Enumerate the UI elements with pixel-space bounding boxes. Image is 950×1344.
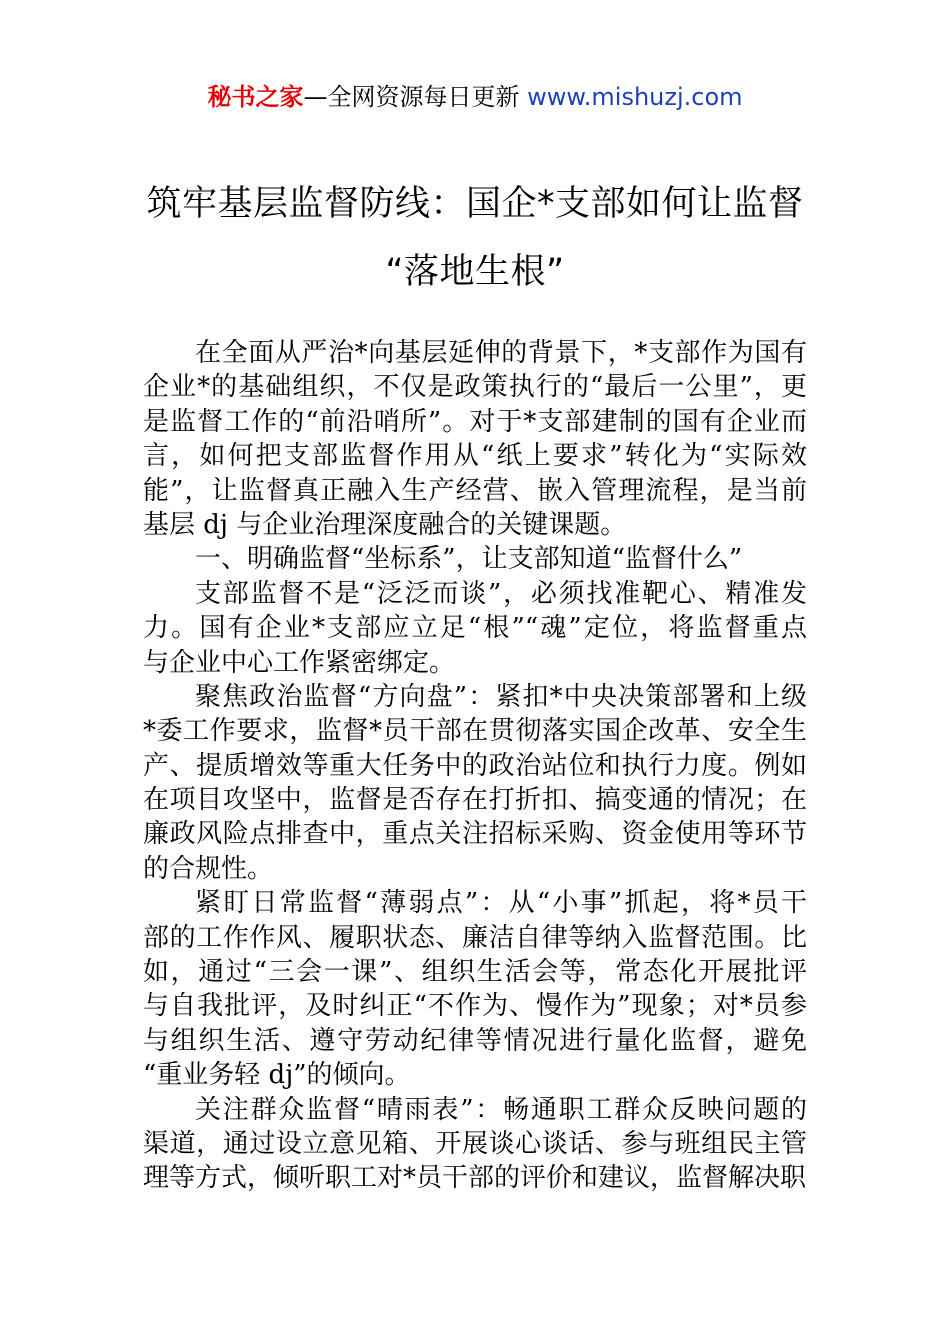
- paragraph-line: 在全面从严治*向基层延伸的背景下，*支部作为国有: [195, 338, 807, 368]
- paragraph-line: 渠道，通过设立意见箱、开展谈心谈话、参与班组民主管: [143, 1128, 807, 1159]
- paragraph-line: 的合规性。: [143, 853, 274, 884]
- paragraph: [143, 1093, 807, 1196]
- paragraph: [143, 886, 807, 1092]
- paragraph-line: 一、明确监督“坐标系”，让支部知道“监督什么”: [195, 544, 743, 575]
- paragraph-line: 如，通过“三会一课”、组织生活会等，常态化开展批评: [143, 957, 807, 988]
- paragraph-line: 关注群众监督“晴雨表”：畅通职工群众反映问题的: [195, 1094, 807, 1125]
- title-line-1: 筑牢基层监督防线：国企*支部如何让监督: [146, 184, 804, 224]
- paragraph-line: 言，如何把支部监督作用从“纸上要求”转化为“实际效: [143, 441, 807, 472]
- paragraph-line: 与组织生活、遵守劳动纪律等情况进行量化监督，避免: [143, 1025, 807, 1056]
- paragraph-line: 与自我批评，及时纠正“不作为、慢作为”现象；对*员参: [143, 991, 807, 1022]
- title-line-2: “落地生根”: [385, 252, 565, 292]
- paragraph: [143, 336, 807, 542]
- paragraph-line: 廉政风险点排查中，重点关注招标采购、资金使用等环节: [143, 819, 807, 850]
- paragraph-line: 是监督工作的“前沿哨所”。对于*支部建制的国有企业而: [143, 406, 807, 437]
- document-title: [120, 170, 830, 306]
- site-brand: 秘书之家: [207, 83, 304, 111]
- paragraph-line: 支部监督不是“泛泛而谈”，必须找准靶心、精准发: [195, 578, 807, 609]
- paragraph-line: 部的工作作风、履职状态、廉洁自律等纳入监督范围。比: [143, 922, 807, 953]
- paragraph: [143, 577, 807, 680]
- paragraph-line: 在项目攻坚中，监督是否存在打折扣、搞变通的情况；在: [143, 785, 807, 816]
- site-url-link[interactable]: www.mishuzj.com: [527, 83, 743, 111]
- paragraph: [143, 680, 807, 886]
- paragraph-line: 能”，让监督真正融入生产经营、嵌入管理流程，是当前: [143, 475, 807, 506]
- document-body: [143, 336, 807, 1196]
- paragraph-line: 聚焦政治监督“方向盘”：紧扣*中央决策部署和上级: [195, 681, 807, 712]
- paragraph-line: 产、提质增效等重大任务中的政治站位和执行力度。例如: [143, 750, 807, 781]
- paragraph: [143, 542, 807, 576]
- paragraph-line: 企业*的基础组织，不仅是政策执行的“最后一公里”，更: [143, 372, 807, 403]
- paragraph-line: 紧盯日常监督“薄弱点”：从“小事”抓起，将*员干: [195, 888, 807, 919]
- paragraph-line: 理等方式，倾听职工对*员干部的评价和建议，监督解决职: [143, 1163, 807, 1194]
- site-tagline: —全网资源每日更新: [303, 83, 520, 111]
- paragraph-line: “重业务轻 dj”的倾向。: [143, 1060, 411, 1091]
- site-header: [0, 80, 950, 114]
- paragraph-line: 与企业中心工作紧密绑定。: [143, 647, 456, 678]
- paragraph-line: *委工作要求，监督*员干部在贯彻落实国企改革、安全生: [143, 716, 807, 747]
- paragraph-line: 基层 dj 与企业治理深度融合的关键课题。: [143, 509, 627, 540]
- paragraph-line: 力。国有企业*支部应立足“根”“魂”定位，将监督重点: [143, 613, 807, 644]
